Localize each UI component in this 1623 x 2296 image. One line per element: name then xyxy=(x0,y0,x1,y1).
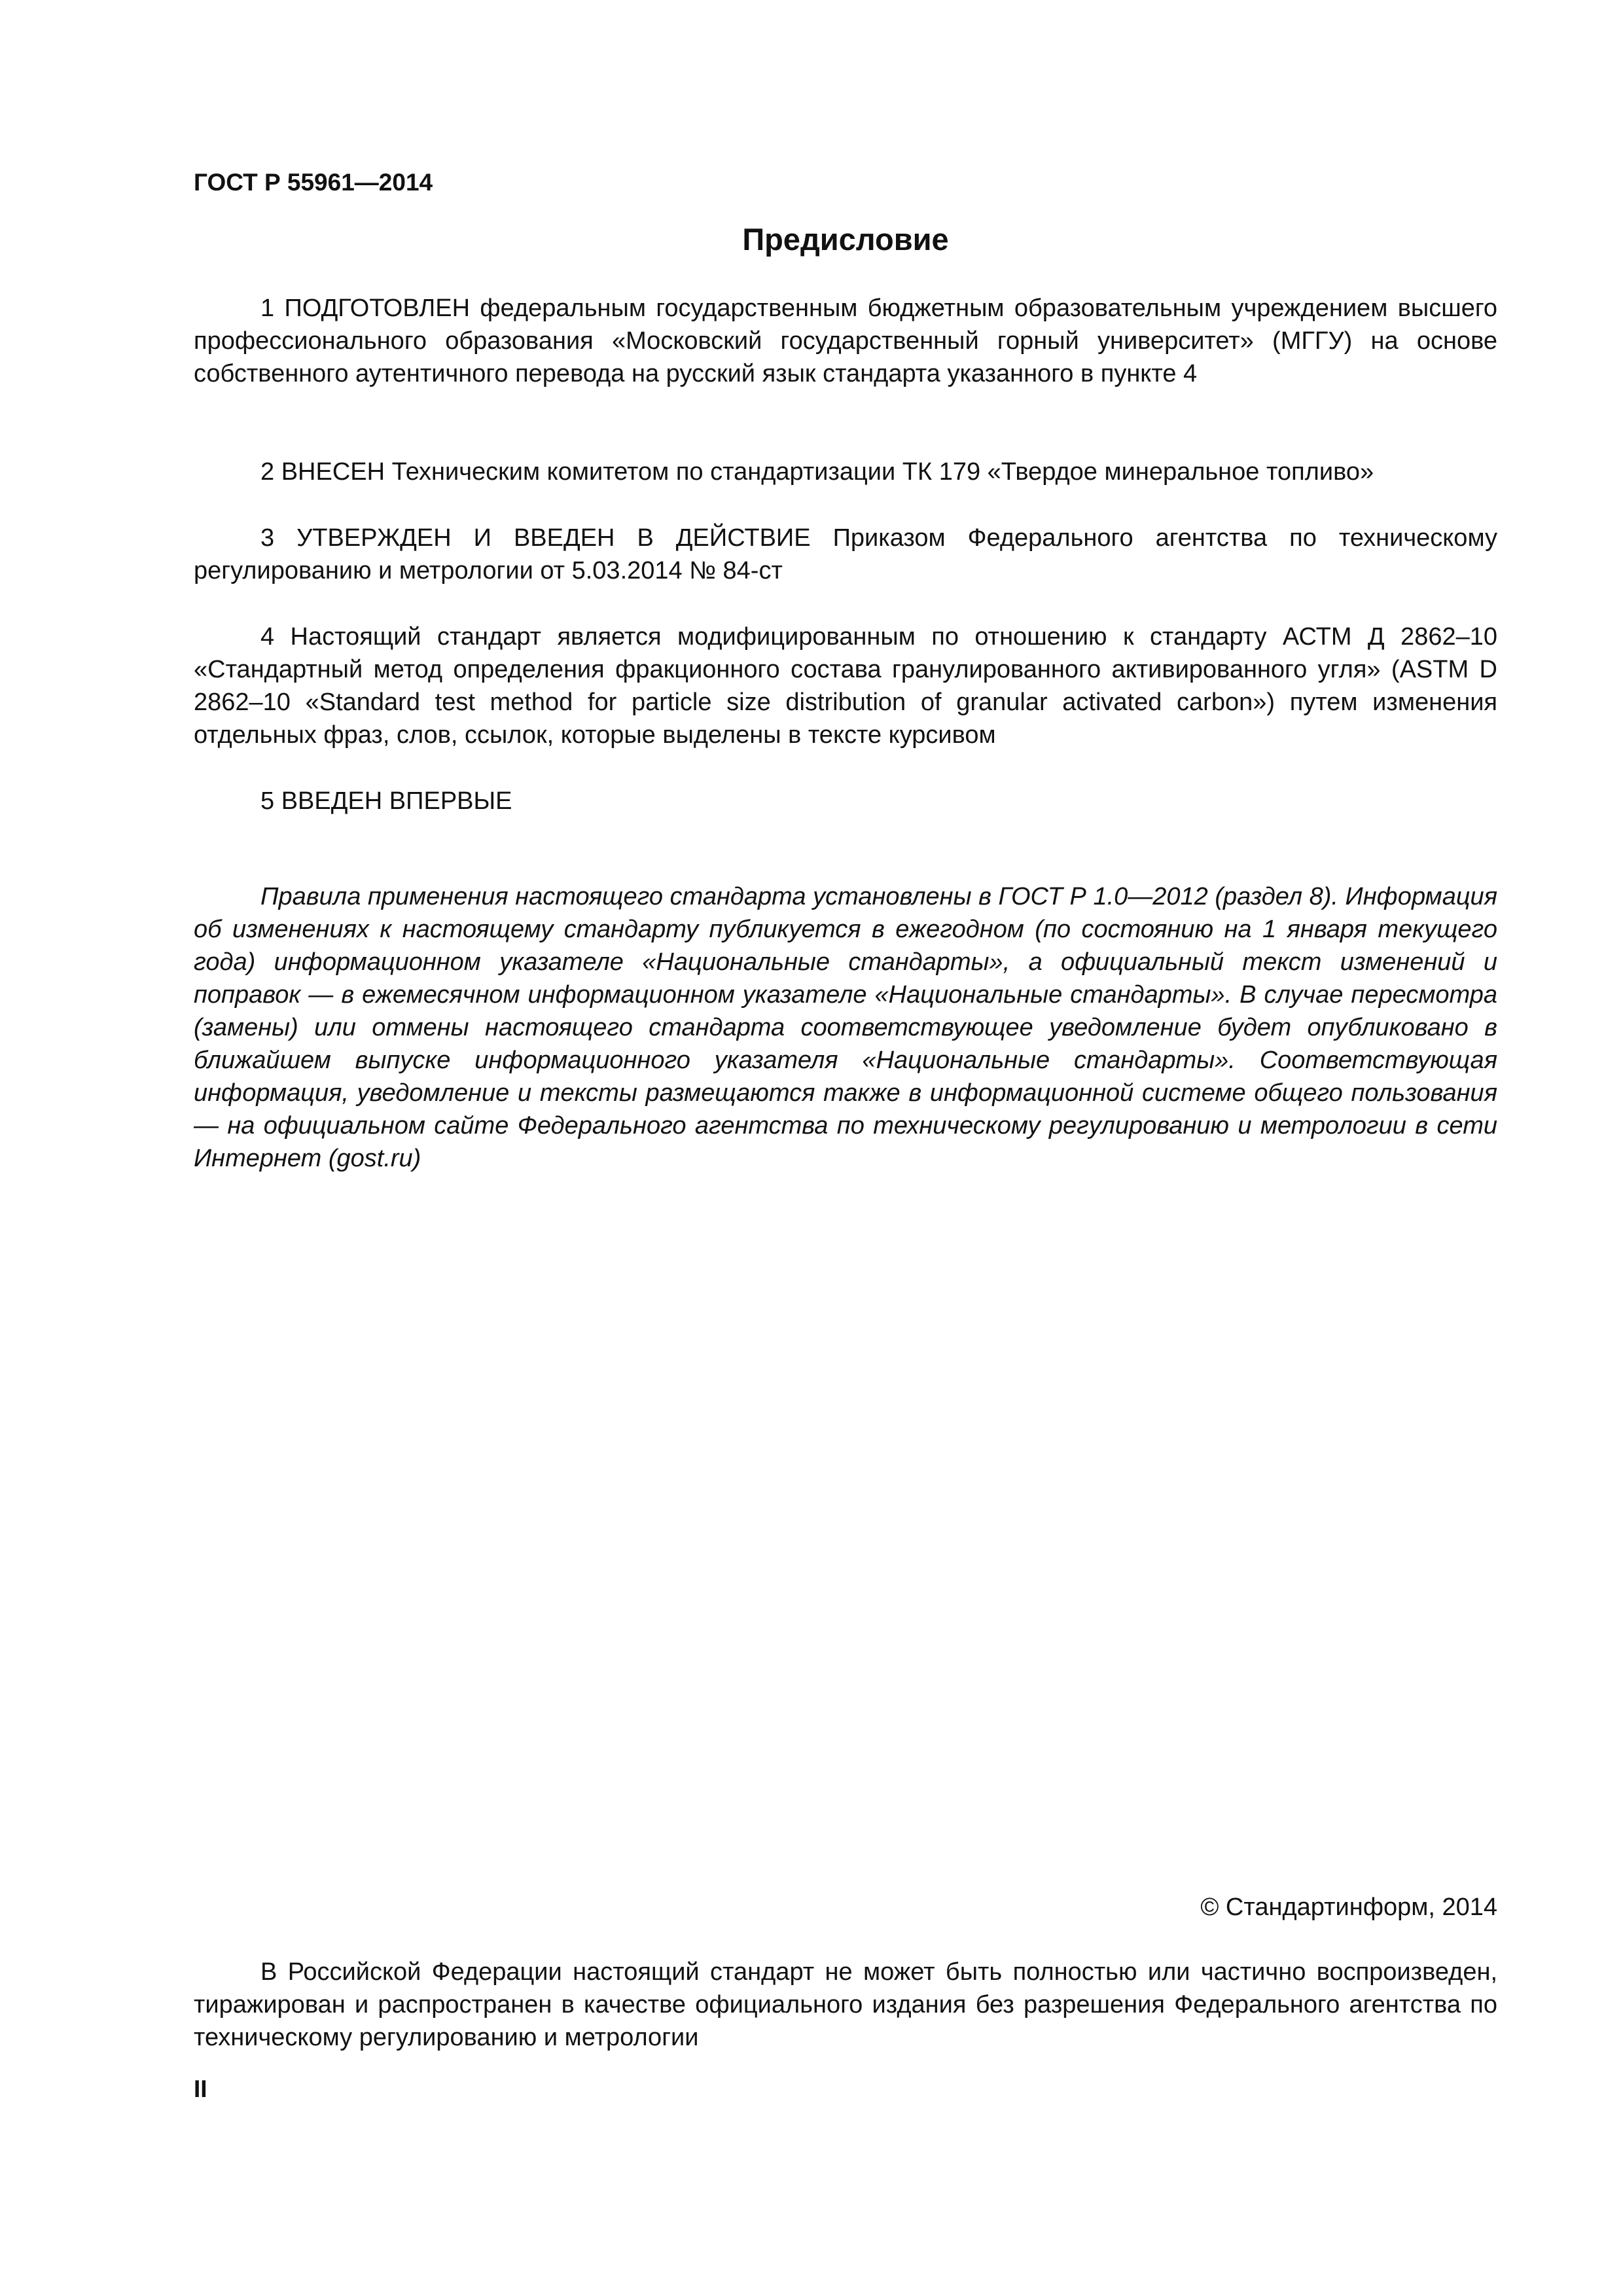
foreword-item-modified-standard: 4 Настоящий стандарт является модифицированным по отношению к стандарту АСТМ Д 2862–10 «Стандартный метод определения фракционного состава гранулированного активированного угля» (ASTM D 2862–10 «Standard test method for particle size distribution of granular activated carbon») путем изменения отдельных фраз, слов, ссылок, которые выделены в тексте курсивом xyxy=(194,623,1497,749)
rules-notice: Правила применения настоящего стандарта установлены в ГОСТ Р 1.0—2012 (раздел 8). Информация об изменениях к настоящему стандарту публикуется в ежегодном (по состоянию на 1 января текущего года) информационном указателе «Национальные стандарты», а официальный текст изменений и поправок — в ежемесячном информационном указателе «Национальные стандарты». В случае пересмотра (замены) или отмены настоящего стандарта соответствующее уведомление будет опубликовано в ближайшем выпуске информационного указателя «Национальные стандарты». Соответствующая информация, уведомление и тексты размещаются также в информационной системе общего пользования — на официальном сайте Федерального агентства по техническому регулированию и метрологии в сети Интернет (gost.ru) xyxy=(194,883,1497,1172)
foreword-item-introduced: 2 ВНЕСЕН Техническим комитетом по стандартизации ТК 179 «Твердое минеральное топливо» xyxy=(260,458,1374,486)
page-number: II xyxy=(194,2075,207,2102)
reproduction-notice: В Российской Федерации настоящий стандарт не может быть полностью или частично воспроизведен, тиражирован и распространен в качестве официального издания без разрешения Федерального агентства по техническому регулированию и метрологии xyxy=(194,1958,1497,2051)
page-title: Предисловие xyxy=(742,222,949,257)
copyright-notice: © Стандартинформ, 2014 xyxy=(1200,1893,1497,1921)
foreword-item-first-introduced: 5 ВВЕДЕН ВПЕРВЫЕ xyxy=(260,787,512,815)
foreword-item-approved: 3 УТВЕРЖДЕН И ВВЕДЕН В ДЕЙСТВИЕ Приказом Федерального агентства по техническому регулированию и метрологии от 5.03.2014 № 84-ст xyxy=(194,524,1497,584)
document-code: ГОСТ Р 55961—2014 xyxy=(194,169,433,196)
foreword-item-prepared: 1 ПОДГОТОВЛЕН федеральным государственным бюджетным образовательным учреждением высшего профессионального образования «Московский государственный горный университет» (МГГУ) на основе собственного аутентичного перевода на русский язык стандарта указанного в пункте 4 xyxy=(194,295,1497,387)
